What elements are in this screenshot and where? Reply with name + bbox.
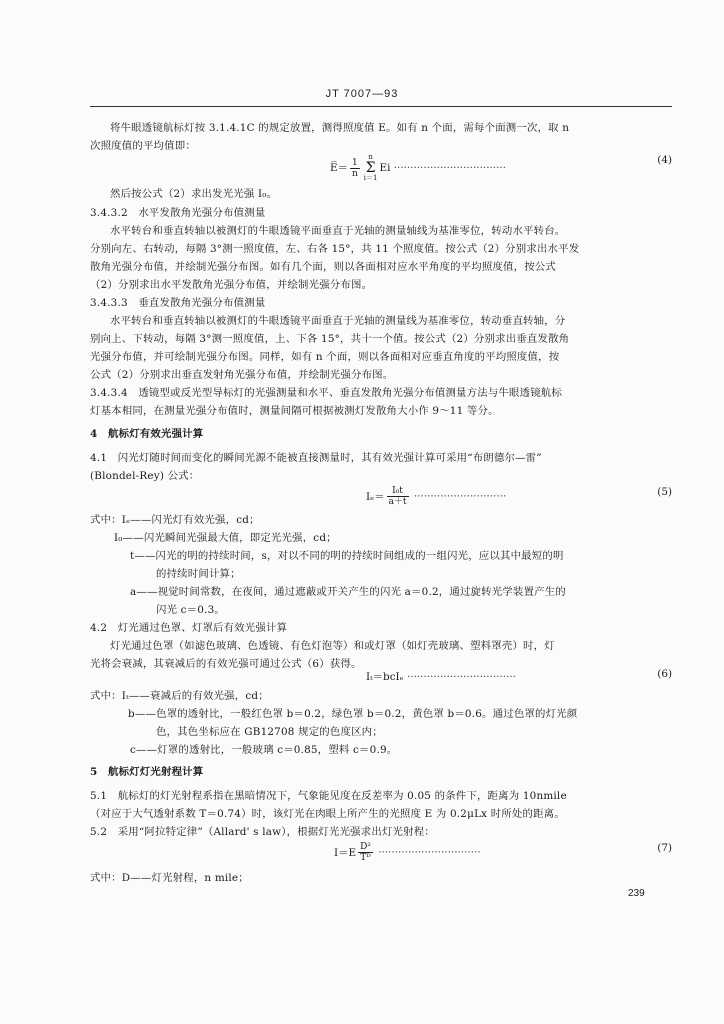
definition-line: c——灯罩的透射比，一般玻璃 c＝0.85，塑料 c＝0.9。 [130,744,398,756]
paragraph-line: 将牛眼透镜航标灯按 3.1.4.1C 的规定放置，测得照度值 E。如有 n 个面，需每个面测一次，取 n [110,122,570,134]
paragraph-line: 次照度值的平均值即： [90,140,196,152]
paragraph-line: 然后按公式（2）求出发光光强 I₀。 [110,188,278,200]
paragraph-line: 水平转台和垂直转轴以被测灯的牛眼透镜平面垂直于光轴的测量轴线为基准零位，转动水平转台。 [110,225,566,237]
definition-line: I₀——闪光瞬间光强最大值，即定光光强，cd； [114,532,337,544]
section-heading: 3.4.3.2 水平发散角光强分布值测量 [90,207,266,219]
definition-line: 式中：Iₜ——衰减后的有效光强，cd； [90,690,269,702]
definition-line: 式中：Iₑ——闪光灯有效光强，cd； [90,514,260,526]
definition-line: a——视觉时间常数，在夜间，通过遮蔽或开关产生的闪光 a＝0.2，通过旋转光学装置产生的 [130,586,566,598]
definition-line: b——色罩的透射比，一般红色罩 b＝0.2，绿色罩 b＝0.2，黄色罩 b＝0.6。通过色罩的灯光颜 [128,708,578,720]
formula-number: (5) [657,486,672,498]
fraction: $\frac{1}{n}$ [351,157,358,179]
paragraph-line: (Blondel-Rey) 公式： [90,470,200,482]
section-heading: 4.2 灯光通过色罩、灯罩后有效光强计算 [90,622,288,634]
paragraph-line: 别向上、下转动，每隔 3°测一照度值，上、下各 15°，共十一个值。按公式（2）分别求出垂直发散角 [90,333,570,345]
paragraph-line: （对应于大气透射系数 T＝0.74）时，该灯光在肉眼上所产生的光照度 E 为 0.2μLx 时所处的距离。 [90,808,565,820]
paragraph-line: 灯基本相同，在测量光强分布值时，测量间隔可根据被测灯发散角大小作 9～11 等分。 [90,405,499,417]
chapter-heading: 4 航标灯有效光强计算 [90,428,204,440]
definition-line: 色，其色坐标应在 GB12708 规定的色度区内； [156,726,383,738]
paragraph-line: 5.2 采用“阿拉特定律”（Allard' s law），根据灯光光强求出灯光射程： [90,826,435,838]
formula-number: (7) [657,842,672,854]
paragraph-line: 3.4.3.4 透镜型或反光型导标灯的光强测量和水平、垂直发散角光强分布值测量方法与牛眼透镜航标 [90,387,562,399]
paragraph-line: 光将会衰减，其衰减后的有效光强可通过公式（6）获得。 [90,658,362,670]
formula-4: E̅＝ $\frac{1}{n}$ n Σ i＝1Ei ·································· (4) [330,154,672,182]
paragraph-line: 光强分布值，并可绘制光强分布图。同样，如有 n 个面，则以各面相对应垂直角度的平均照度值，按 [90,351,560,363]
fraction: $\frac{\text{D²}}{\text{Tᴰ}}$ [360,842,371,863]
formula-lhs: Iₑ＝ [366,490,385,503]
definition-line: 的持续时间计算； [156,568,241,580]
formula-expr: Iₜ＝bcIₑ [366,671,404,683]
header-rule [90,106,672,107]
sum-symbol: n Σ i＝1 [363,154,378,182]
formula-lhs: I＝E [334,846,357,859]
section-heading: 3.4.3.3 垂直发散角光强分布值测量 [90,297,266,309]
definition-line: 式中：D——灯光射程，n mile； [90,872,249,884]
fraction: $\frac{\text{I₀t}}{a+t}$ [388,486,407,507]
paragraph-line: 水平转台和垂直转轴以被测灯的牛眼透镜平面垂直于光轴的测量线为基准零位，转动垂直转轴，分 [110,315,566,327]
chapter-heading: 5 航标灯灯光射程计算 [90,766,204,778]
paragraph-line: 公式（2）分别求出垂直发射角光强分布值，并绘制光强分布图。 [90,369,394,381]
paragraph-line: （2）分别求出水平发散角光强分布值，并绘制光强分布图。 [90,279,373,291]
definition-line: t——闪光的明的持续时间，s，对以不同的明的持续时间组成的一组闪光，应以其中最短的明 [130,550,564,562]
formula-6: Iₜ＝bcIₑ ································· (6) [366,668,672,683]
paragraph-line: 分别向左、右转动，每隔 3°测一照度值，左、右各 15°，共 11 个照度值。按公式（2）分别求出水平发 [90,243,580,255]
paragraph-line: 4.1 闪光灯随时间而变化的瞬间光源不能被直接测量时，其有效光强计算可采用“布朗德尔—雷” [90,452,542,464]
paragraph-line: 5.1 航标灯的灯光射程系指在黑暗情况下，气象能见度在反差率为 0.05 的条件下，距离为 10nmile [90,790,567,802]
formula-lhs: E̅＝ [330,162,348,174]
page-header: JT 7007—93 [325,88,399,100]
formula-number: (4) [657,154,672,166]
definition-line: 闪光 c＝0.3。 [156,604,226,616]
formula-number: (6) [657,668,672,680]
page-number: 239 [628,888,645,899]
formula-7: I＝E $\frac{\text{D²}}{\text{Tᴰ}}$ ······························· (7) [334,842,672,863]
paragraph-line: 灯光通过色罩（如滤色玻璃、色透镜、有色灯泡等）和或灯罩（如灯壳玻璃、塑料罩壳）时，灯 [110,640,555,652]
paragraph-line: 散角光强分布值，并绘制光强分布图。如有几个面，则以各面相对应水平角度的平均照度值，按公式 [90,261,556,273]
formula-5: Iₑ＝ $\frac{\text{I₀t}}{a+t}$ ···························· (5) [366,486,672,507]
